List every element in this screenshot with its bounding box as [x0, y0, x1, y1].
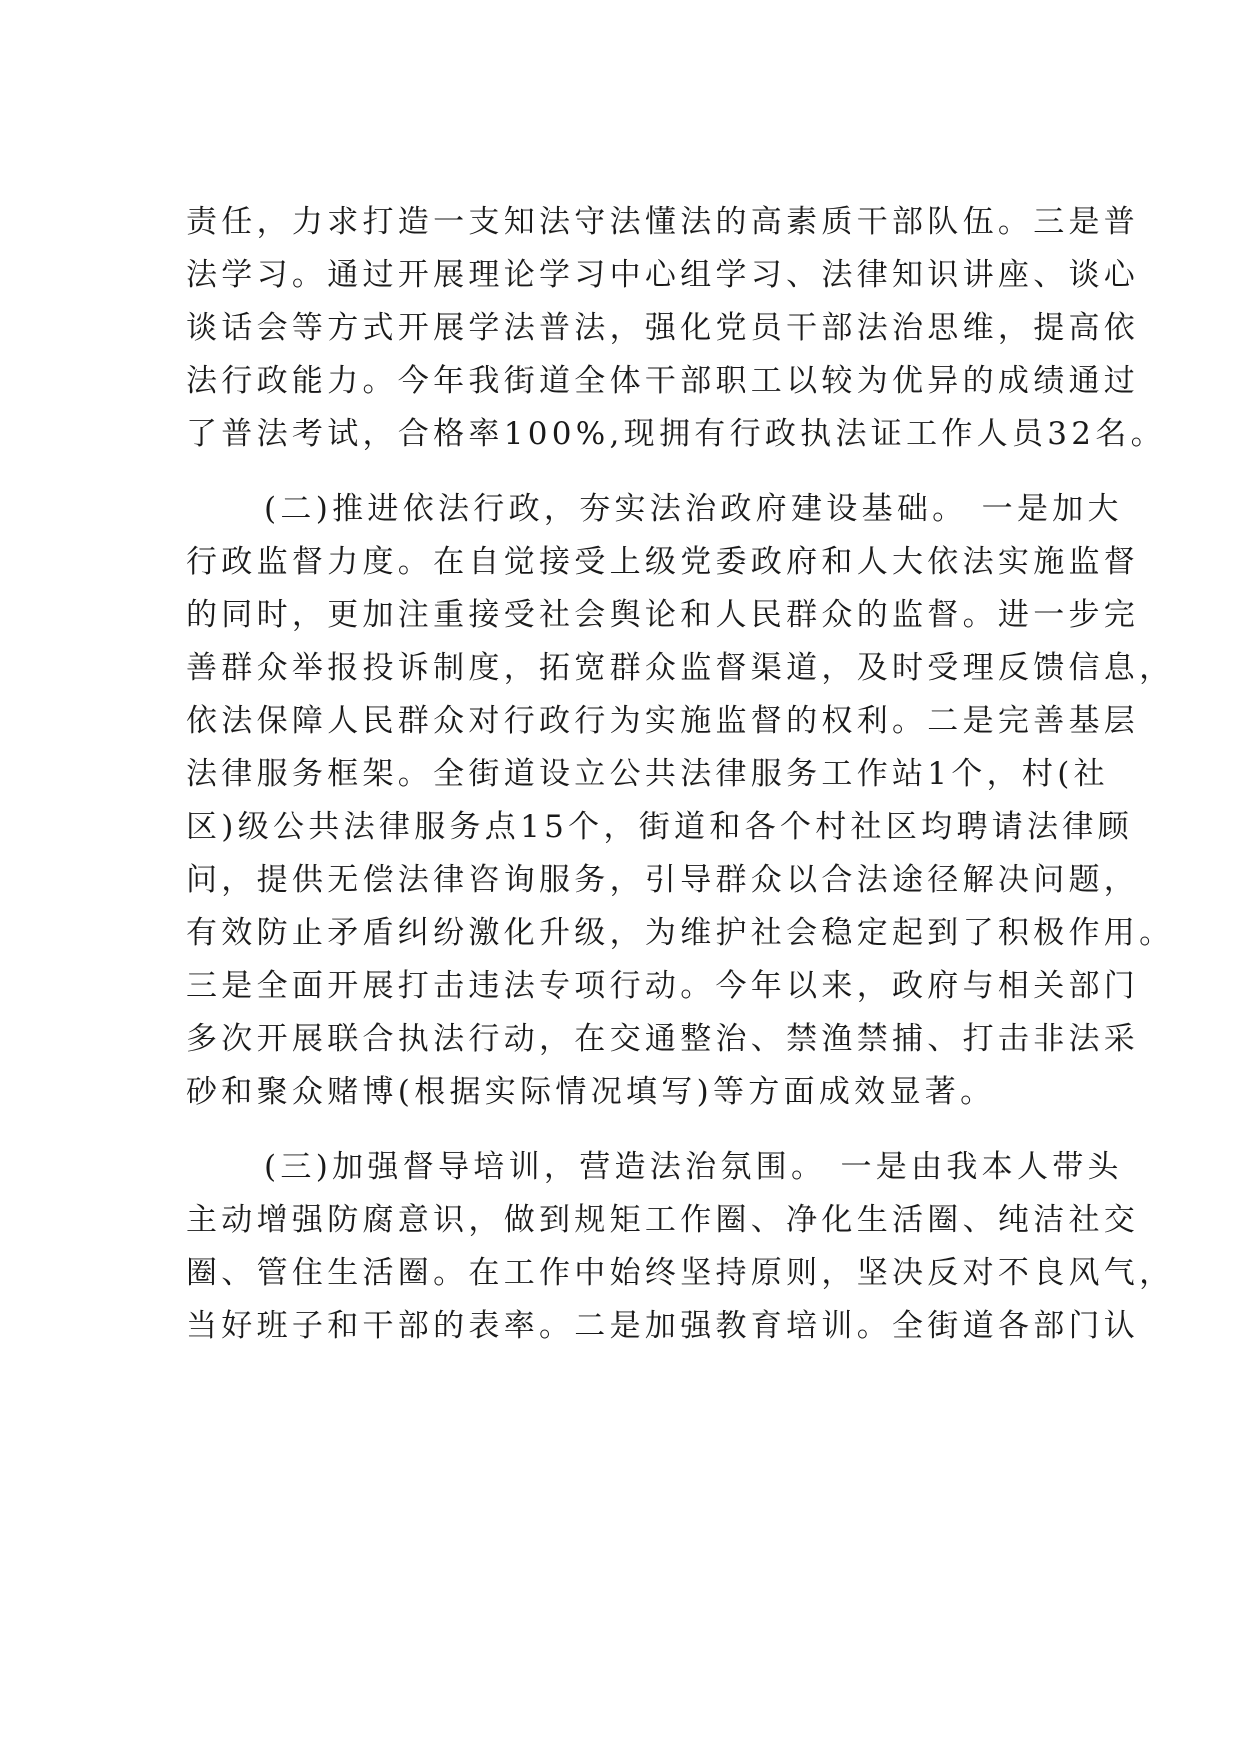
text-line: 区)级公共法律服务点15个，街道和各个村社区均聘请法律顾	[186, 809, 1133, 845]
text-line: 法行政能力。今年我街道全体干部职工以较为优异的成绩通过	[186, 363, 1140, 399]
text-line: 三是全面开展打击违法专项行动。今年以来，政府与相关部门	[186, 968, 1140, 1004]
paragraph-2	[186, 483, 1175, 1119]
text-line: 问，提供无偿法律咨询服务，引导群众以合法途径解决问题，	[186, 862, 1140, 898]
document-body	[186, 196, 1175, 1353]
text-line: 了普法考试，合格率100%,现拥有行政执法证工作人员32名。	[186, 416, 1166, 452]
paragraph-spacer	[186, 1119, 1056, 1141]
text-line: 多次开展联合执法行动，在交通整治、禁渔禁捕、打击非法采	[186, 1021, 1140, 1057]
text-line: 的同时，更加注重接受社会舆论和人民群众的监督。进一步完	[186, 597, 1140, 633]
text-line: 主动增强防腐意识，做到规矩工作圈、净化生活圈、纯洁社交	[186, 1202, 1140, 1238]
text-line: 谈话会等方式开展学法普法，强化党员干部法治思维，提高依	[186, 310, 1140, 346]
paragraph-3	[186, 1141, 1175, 1353]
text-line: 法学习。通过开展理论学习中心组学习、法律知识讲座、谈心	[186, 257, 1140, 293]
paragraph-1	[186, 196, 1166, 461]
text-line: 责任，力求打造一支知法守法懂法的高素质干部队伍。三是普	[186, 204, 1140, 240]
text-line: 圈、管住生活圈。在工作中始终坚持原则，坚决反对不良风气，	[186, 1255, 1175, 1291]
text-line: 行政监督力度。在自觉接受上级党委政府和人大依法实施监督	[186, 544, 1140, 580]
text-line: 法律服务框架。全街道设立公共法律服务工作站1个，村(社	[186, 756, 1109, 792]
text-line: 砂和聚众赌博(根据实际情况填写)等方面成效显著。	[186, 1074, 996, 1110]
section-heading-line: (二)推进依法行政，夯实法治政府建设基础。 一是加大	[264, 491, 1123, 527]
text-line: 依法保障人民群众对行政行为实施监督的权利。二是完善基层	[186, 703, 1140, 739]
text-line: 有效防止矛盾纠纷激化升级，为维护社会稳定起到了积极作用。	[186, 915, 1175, 951]
text-line: 当好班子和干部的表率。二是加强教育培训。全街道各部门认	[186, 1308, 1140, 1344]
paragraph-spacer	[186, 461, 1056, 483]
section-heading-line: (三)加强督导培训，营造法治氛围。 一是由我本人带头	[264, 1149, 1123, 1185]
text-line: 善群众举报投诉制度，拓宽群众监督渠道，及时受理反馈信息，	[186, 650, 1175, 686]
